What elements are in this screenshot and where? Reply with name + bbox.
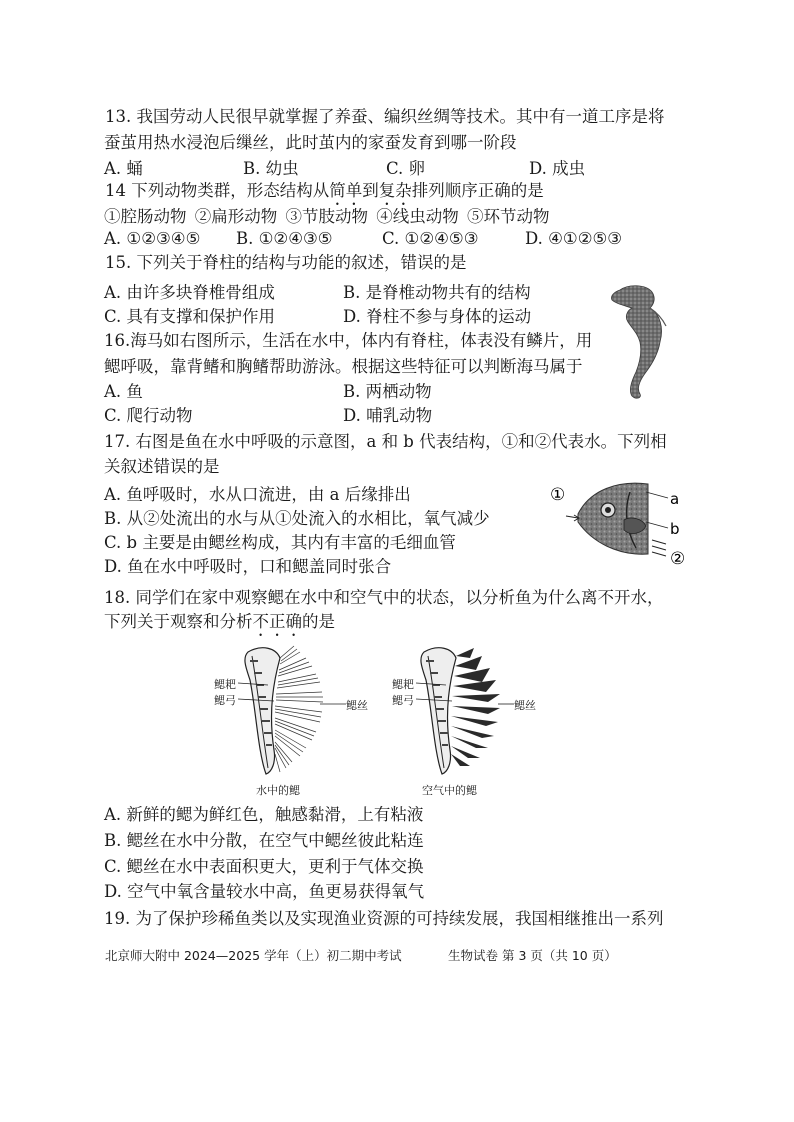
q16-stem-line2: 鳃呼吸，靠背鳍和胸鳍帮助游泳。根据这些特征可以判断海马属于: [104, 357, 583, 376]
q13-option-a: A. 蛹: [104, 159, 143, 178]
gill-leader-lines-1: [238, 680, 278, 710]
q16-option-c: C. 爬行动物: [104, 406, 193, 425]
q17-option-a: A. 鱼呼吸时，水从口流进，由 a 后缘排出: [104, 485, 411, 504]
q14-emphasis-complex: 复杂: [378, 181, 412, 200]
label-water-out: ②: [670, 549, 686, 569]
q15-option-a: A. 由许多块脊椎骨组成: [104, 283, 275, 302]
q15-option-d: D. 脊柱不参与身体的运动: [343, 307, 532, 326]
q18-option-b: B. 鳃丝在水中分散，在空气中鳃丝彼此粘连: [104, 831, 424, 850]
q13-stem-line2: 蚕茧用热水浸泡后缫丝，此时茧内的家蚕发育到哪一阶段: [104, 133, 517, 152]
label-gill-arch-2: 鳃弓: [392, 694, 414, 707]
seahorse-image: [606, 282, 676, 402]
q13-option-d: D. 成虫: [529, 159, 586, 178]
q17-option-c: C. b 主要是由鳃丝构成，其内有丰富的毛细血管: [104, 533, 456, 552]
q17-option-d: D. 鱼在水中呼吸时，口和鳃盖同时张合: [104, 557, 392, 576]
gill-in-water-image: [228, 640, 348, 780]
gill-in-air-image: [404, 640, 524, 780]
caption-gill-in-air: 空气中的鳃: [422, 784, 477, 797]
q14-stem: 14 下列动物类群，形态结构从简单到复杂排列顺序正确的是: [105, 181, 544, 200]
label-gill-filament-2: 鳃丝: [514, 699, 536, 712]
q15-option-c: C. 具有支撑和保护作用: [104, 307, 276, 326]
q18-option-c: C. 鳃丝在水中表面积更大，更利于气体交换: [104, 857, 424, 876]
q17-stem-line2: 关叙述错误的是: [104, 457, 220, 476]
label-gill-filament-1: 鳃丝: [346, 699, 368, 712]
label-b: b: [670, 520, 680, 538]
q14-option-a: A. ①②③④⑤: [104, 229, 201, 248]
footer-page-info: 生物试卷 第 3 页（共 10 页）: [448, 948, 617, 963]
q17-stem-line1: 17. 右图是鱼在水中呼吸的示意图，a 和 b 代表结构，①和②代表水。下列相: [104, 432, 667, 451]
q18-stem-line2: 下列关于观察和分析不正确的是: [104, 612, 335, 631]
label-water-in: ①: [550, 485, 566, 505]
q13-option-b: B. 幼虫: [243, 159, 299, 178]
q18-emphasis-incorrect: 不正确: [252, 612, 302, 631]
label-gill-rake-1: 鳃耙: [214, 678, 236, 691]
q15-option-b: B. 是脊椎动物共有的结构: [343, 283, 531, 302]
water-out-arrows: [652, 540, 666, 556]
q16-option-b: B. 两栖动物: [343, 382, 432, 401]
q19-stem-line1: 19. 为了保护珍稀鱼类以及实现渔业资源的可持续发展，我国相继推出一系列: [104, 909, 664, 928]
q18-stem-line1: 18. 同学们在家中观察鳃在水中和空气中的状态，以分析鱼为什么离不开水，: [104, 588, 664, 607]
q14-option-b: B. ①②④③⑤: [236, 229, 333, 248]
fish-respiration-diagram: [548, 470, 698, 570]
fish-head-shape: [578, 483, 648, 554]
q14-emphasis-simple: 简单: [329, 181, 363, 200]
q13-option-c: C. 卵: [386, 159, 426, 178]
q14-items: ①腔肠动物 ②扁形动物 ③节肢动物 ④线虫动物 ⑤环节动物: [104, 207, 550, 226]
caption-gill-in-water: 水中的鳃: [256, 784, 300, 797]
q14-option-d: D. ④①②⑤③: [525, 229, 623, 248]
q18-option-d: D. 空气中氧含量较水中高，鱼更易获得氧气: [104, 882, 425, 901]
q18-option-a: A. 新鲜的鳃为鲜红色，触感黏滑，上有粘液: [104, 805, 424, 824]
label-gill-rake-2: 鳃耙: [392, 678, 414, 691]
q16-option-a: A. 鱼: [104, 382, 143, 401]
footer-exam-title: 北京师大附中 2024—2025 学年（上）初二期中考试: [105, 948, 402, 963]
q16-option-d: D. 哺乳动物: [343, 406, 433, 425]
q15-stem: 15. 下列关于脊柱的结构与功能的叙述，错误的是: [105, 253, 467, 272]
q16-stem-line1: 16.海马如右图所示，生活在水中，体内有脊柱，体表没有鳞片，用: [104, 331, 593, 350]
label-a: a: [670, 490, 680, 508]
q17-option-b: B. 从②处流出的水与从①处流入的水相比，氧气减少: [104, 509, 490, 528]
q13-stem-line1: 13. 我国劳动人民很早就掌握了养蚕、编织丝绸等技术。其中有一道工序是将: [105, 107, 665, 126]
gill-leader-lines-2: [416, 680, 456, 710]
q14-option-c: C. ①②④⑤③: [382, 229, 479, 248]
label-gill-arch-1: 鳃弓: [214, 694, 236, 707]
